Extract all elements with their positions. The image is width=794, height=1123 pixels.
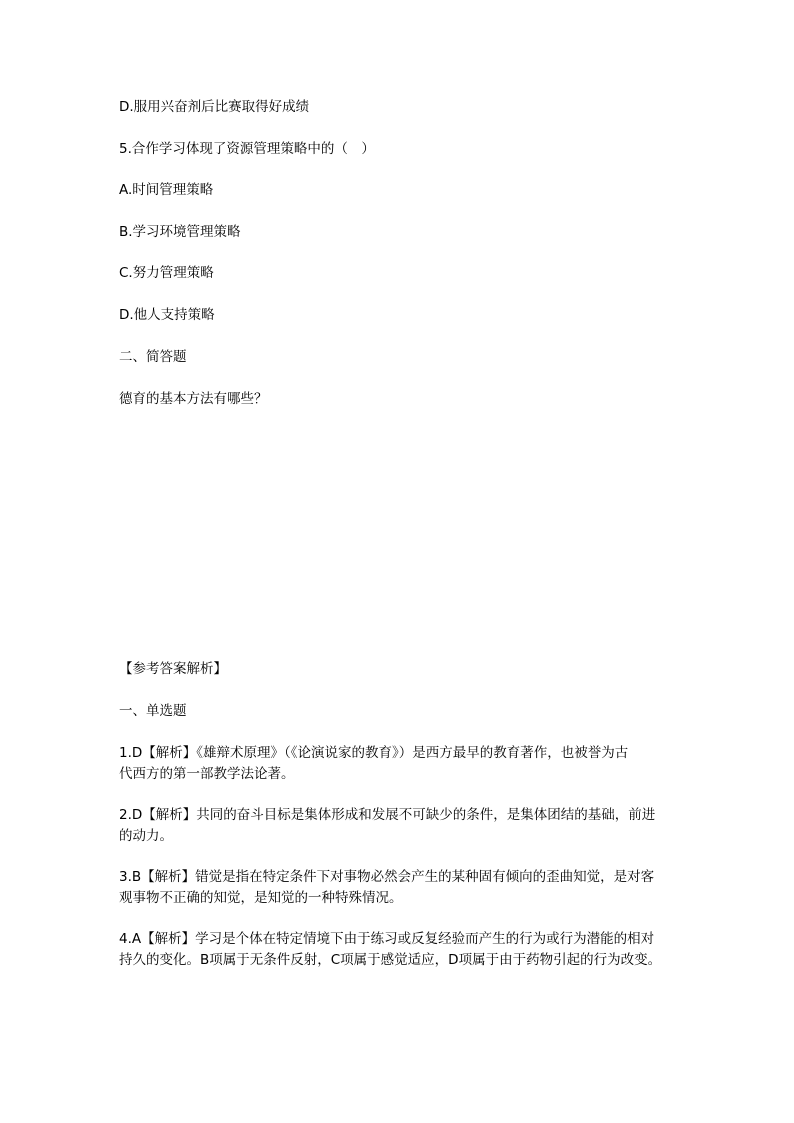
- q5-stem: 5.合作学习体现了资源管理策略中的（ ）: [119, 141, 375, 157]
- answers-section-heading: 一、单选题: [119, 703, 187, 719]
- q5-option-a: A.时间管理策略: [119, 182, 214, 198]
- q5-option-b: B.学习环境管理策略: [119, 224, 241, 240]
- answer-item-4: [119, 929, 681, 971]
- q5-option-d: D.他人支持策略: [119, 307, 215, 323]
- answer-3-line-1: 3.B【解析】错觉是指在特定条件下对事物必然会产生的某种固有倾向的歪曲知觉，是对客: [119, 869, 655, 885]
- answers-heading: 【参考答案解析】: [119, 661, 227, 677]
- short-answer-heading: 二、简答题: [119, 349, 187, 365]
- q5-option-c: C.努力管理策略: [119, 265, 214, 281]
- answer-4-line-2: 持久的变化。B项属于无条件反射，C项属于感觉适应，D项属于由于药物引起的行为改变。: [119, 952, 662, 968]
- answer-item-1: [119, 743, 681, 785]
- answer-item-2: [119, 805, 681, 847]
- answer-2-line-1: 2.D【解析】共同的奋斗目标是集体形成和发展不可缺少的条件，是集体团结的基础，前进: [119, 807, 656, 823]
- short-answer-question: 德育的基本方法有哪些？: [119, 391, 268, 407]
- answer-item-3: [119, 867, 681, 909]
- answer-4-line-1: 4.A【解析】学习是个体在特定情境下由于练习或反复经验而产生的行为或行为潜能的相对: [119, 931, 655, 947]
- answer-2-line-2: 的动力。: [119, 828, 173, 844]
- answer-1-line-1: 1.D【解析】《雄辩术原理》（《论演说家的教育》）是西方最早的教育著作，也被誉为古: [119, 745, 629, 761]
- q4-option-d: D.服用兴奋剂后比赛取得好成绩: [119, 99, 310, 115]
- answer-3-line-2: 观事物不正确的知觉，是知觉的一种特殊情况。: [119, 890, 403, 906]
- answer-1-line-2: 代西方的第一部教学法论著。: [119, 766, 295, 782]
